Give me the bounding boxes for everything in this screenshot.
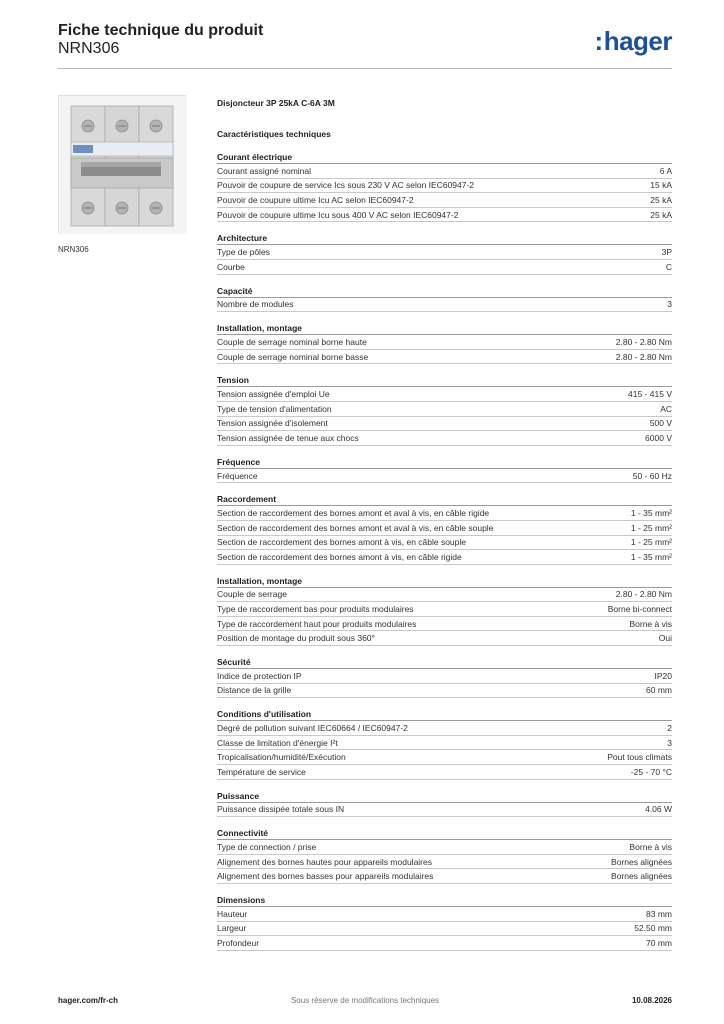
spec-value: 3 <box>667 299 672 310</box>
spec-value: Borne bi-connect <box>607 604 672 615</box>
spec-value: Bornes alignées <box>611 856 672 867</box>
spec-row <box>217 907 672 922</box>
spec-label: Type de connection / prise <box>217 842 317 853</box>
spec-label: Couple de serrage nominal borne basse <box>217 351 369 362</box>
spec-row <box>217 506 672 521</box>
section-title: Conditions d'utilisation <box>217 707 672 721</box>
spec-value: 4.06 W <box>645 804 672 815</box>
spec-row <box>217 736 672 751</box>
spec-row <box>217 350 672 365</box>
spec-value: 25 kA <box>650 209 672 220</box>
section-title: Fréquence <box>217 455 672 469</box>
spec-label: Section de raccordement des bornes amont à vis, en câble rigide <box>217 551 462 562</box>
spec-row <box>217 335 672 350</box>
spec-row <box>217 387 672 402</box>
spec-row <box>217 669 672 684</box>
spec-label: Type de raccordement haut pour produits modulaires <box>217 618 417 629</box>
spec-label: Tropicalisation/humidité/Exécution <box>217 752 346 763</box>
spec-row <box>217 417 672 432</box>
spec-row <box>217 855 672 870</box>
spec-label: Puissance dissipée totale sous IN <box>217 804 345 815</box>
spec-value: Borne à vis <box>629 618 672 629</box>
spec-value: 25 kA <box>650 194 672 205</box>
footer-notice: Sous réserve de modifications techniques <box>290 996 440 1005</box>
page-header <box>58 20 672 68</box>
spec-label: Alignement des bornes hautes pour appareils modulaires <box>217 856 432 867</box>
footer-date: 10.08.2026 <box>631 996 672 1005</box>
footer-url[interactable]: hager.com/fr-ch <box>58 996 119 1005</box>
spec-row <box>217 469 672 484</box>
spec-section <box>217 321 672 364</box>
spec-row <box>217 298 672 313</box>
spec-row <box>217 602 672 617</box>
spec-label: Tension assignée d'emploi Ue <box>217 389 330 400</box>
section-title: Raccordement <box>217 492 672 506</box>
section-title: Puissance <box>217 789 672 803</box>
spec-row <box>217 588 672 603</box>
spec-value: 6 A <box>659 165 672 176</box>
spec-label: Classe de limitation d'énergie I²t <box>217 737 338 748</box>
spec-label: Distance de la grille <box>217 685 292 696</box>
spec-label: Pouvoir de coupure de service Ics sous 230 V AC selon IEC60947-2 <box>217 180 475 191</box>
spec-row <box>217 869 672 884</box>
spec-label: Fréquence <box>217 470 258 481</box>
spec-row <box>217 840 672 855</box>
spec-row <box>217 431 672 446</box>
spec-row <box>217 193 672 208</box>
spec-value: 6000 V <box>645 432 672 443</box>
spec-label: Indice de protection IP <box>217 670 302 681</box>
spec-value: 1 - 25 mm² <box>630 522 672 533</box>
section-title: Tension <box>217 373 672 387</box>
section-title: Sécurité <box>217 655 672 669</box>
spec-label: Courbe <box>217 261 245 272</box>
spec-section <box>217 574 672 646</box>
spec-row <box>217 179 672 194</box>
spec-value: 70 mm <box>646 937 672 948</box>
spec-value: IP20 <box>654 670 672 681</box>
spec-section <box>217 231 672 274</box>
spec-value: 3 <box>667 737 672 748</box>
spec-sections <box>217 150 672 951</box>
spec-row <box>217 631 672 646</box>
spec-value: Bornes alignées <box>611 871 672 882</box>
spec-value: C <box>665 261 672 272</box>
spec-row <box>217 164 672 179</box>
spec-value: 2.80 - 2.80 Nm <box>615 336 672 347</box>
spec-label: Degré de pollution suivant IEC60664 / IEC60947-2 <box>217 723 408 734</box>
spec-label: Couple de serrage nominal borne haute <box>217 336 367 347</box>
spec-label: Type de raccordement bas pour produits modulaires <box>217 604 414 615</box>
spec-section <box>217 373 672 445</box>
spec-value: 15 kA <box>650 180 672 191</box>
spec-row <box>217 922 672 937</box>
spec-value: 50 - 60 Hz <box>632 470 672 481</box>
document-title: Fiche technique du produit <box>58 22 264 39</box>
spec-row <box>217 402 672 417</box>
spec-label: Hauteur <box>217 908 248 919</box>
spec-value: 500 V <box>649 418 672 429</box>
section-title: Capacité <box>217 284 672 298</box>
spec-label: Section de raccordement des bornes amont et aval à vis, en câble souple <box>217 522 494 533</box>
spec-row <box>217 750 672 765</box>
spec-row <box>217 936 672 951</box>
spec-row <box>217 617 672 632</box>
spec-label: Position de montage du produit sous 360° <box>217 633 375 644</box>
spec-value: 2 <box>667 723 672 734</box>
spec-label: Courant assigné nominal <box>217 165 312 176</box>
spec-label: Pouvoir de coupure ultime Icu sous 400 V AC selon IEC60947-2 <box>217 209 459 220</box>
spec-value: 415 - 415 V <box>628 389 672 400</box>
spec-section <box>217 893 672 951</box>
spec-label: Type de tension d'alimentation <box>217 403 332 414</box>
spec-row <box>217 521 672 536</box>
section-title: Connectivité <box>217 826 672 840</box>
circuit-breaker-illustration <box>59 96 187 234</box>
spec-label: Section de raccordement des bornes amont et aval à vis, en câble rigide <box>217 508 490 519</box>
product-name: Disjoncteur 3P 25kA C-6A 3M <box>217 98 335 108</box>
spec-value: 1 - 35 mm² <box>630 508 672 519</box>
spec-label: Couple de serrage <box>217 589 287 600</box>
spec-label: Tension assignée d'isolement <box>217 418 328 429</box>
spec-value: 1 - 35 mm² <box>630 551 672 562</box>
spec-value: Oui <box>658 633 672 644</box>
spec-value: 3P <box>661 247 672 258</box>
spec-label: Nombre de modules <box>217 299 294 310</box>
spec-label: Section de raccordement des bornes amont à vis, en câble souple <box>217 537 467 548</box>
product-image-caption: NRN306 <box>58 245 89 254</box>
tech-characteristics-title: Caractéristiques techniques <box>217 129 331 139</box>
spec-section <box>217 455 672 484</box>
hager-logo: :hager <box>594 26 672 56</box>
spec-label: Tension assignée de tenue aux chocs <box>217 432 359 443</box>
spec-value: 83 mm <box>646 908 672 919</box>
spec-value: 52.50 mm <box>634 923 672 934</box>
spec-value: -25 - 70 °C <box>630 766 672 777</box>
spec-label: Largeur <box>217 923 247 934</box>
page-footer <box>58 996 672 1010</box>
spec-label: Pouvoir de coupure ultime Icu AC selon IEC60947-2 <box>217 194 414 205</box>
spec-label: Alignement des bornes basses pour appareils modulaires <box>217 871 434 882</box>
spec-value: AC <box>660 403 672 414</box>
spec-value: 2.80 - 2.80 Nm <box>615 351 672 362</box>
spec-row <box>217 550 672 565</box>
spec-row <box>217 260 672 275</box>
section-title: Installation, montage <box>217 574 672 588</box>
spec-section <box>217 826 672 884</box>
section-title: Architecture <box>217 231 672 245</box>
header-divider <box>58 68 672 69</box>
spec-row <box>217 721 672 736</box>
spec-value: Pout tous climats <box>607 752 672 763</box>
spec-row <box>217 803 672 818</box>
spec-value: Borne à vis <box>629 842 672 853</box>
spec-label: Profondeur <box>217 937 260 948</box>
section-title: Installation, montage <box>217 321 672 335</box>
section-title: Dimensions <box>217 893 672 907</box>
spec-row <box>217 765 672 780</box>
spec-value: 60 mm <box>646 685 672 696</box>
spec-value: 1 - 25 mm² <box>630 537 672 548</box>
spec-section <box>217 789 672 818</box>
section-title: Courant électrique <box>217 150 672 164</box>
spec-row <box>217 684 672 699</box>
product-reference: NRN306 <box>58 40 120 57</box>
spec-row <box>217 208 672 223</box>
spec-section <box>217 707 672 779</box>
product-image <box>58 95 186 233</box>
spec-section <box>217 492 672 564</box>
spec-section <box>217 655 672 698</box>
spec-section <box>217 150 672 222</box>
spec-label: Type de pôles <box>217 247 270 258</box>
spec-content <box>217 96 672 951</box>
spec-row <box>217 245 672 260</box>
spec-row <box>217 536 672 551</box>
spec-section <box>217 284 672 313</box>
spec-label: Température de service <box>217 766 306 777</box>
spec-value: 2.80 - 2.80 Nm <box>615 589 672 600</box>
